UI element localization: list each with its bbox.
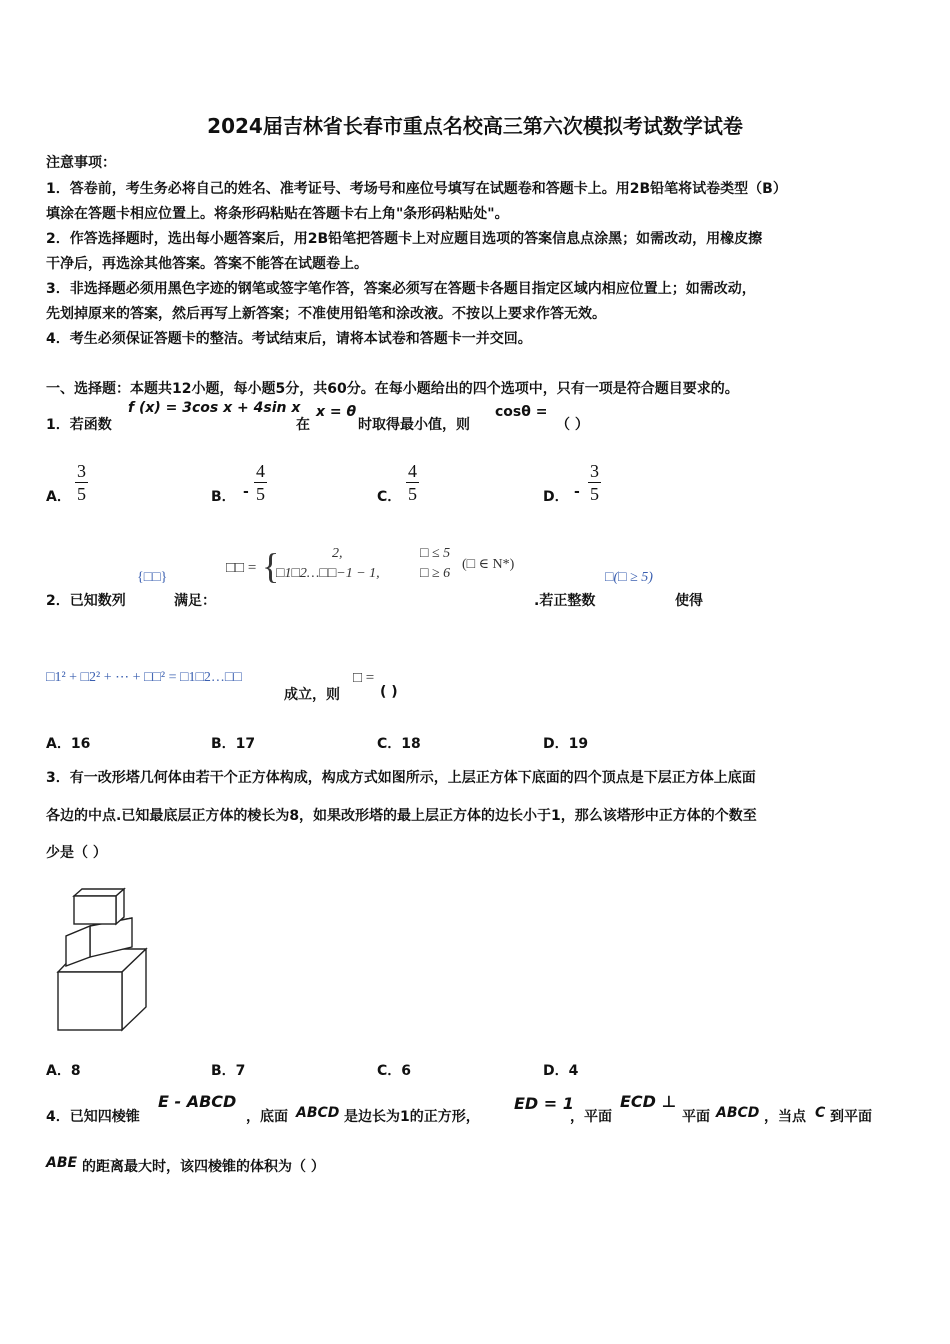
left-brace: { xyxy=(262,546,280,586)
fraction-numerator: 4 xyxy=(256,461,265,481)
q2-def-lhs: □□ = xyxy=(226,560,257,576)
q2-mid3: 使得 xyxy=(675,593,703,609)
fraction-denominator: 5 xyxy=(590,484,599,504)
fraction-denominator: 5 xyxy=(408,484,417,504)
q3-line: 各边的中点.已知最底层正方体的棱长为8，如果改形塔的最上层正方体的边长小于1，那么该塔形中正方体的个数至 xyxy=(46,808,757,824)
fraction-numerator: 3 xyxy=(77,461,86,481)
q1-ask: cosθ = xyxy=(495,404,548,420)
q3-line: 少是（ ） xyxy=(46,845,107,861)
q1-option-b-label[interactable]: B． xyxy=(211,489,236,505)
tower-figure xyxy=(50,884,160,1034)
q2-option-d[interactable]: D．19 xyxy=(543,736,589,752)
q4-point-c: C xyxy=(815,1105,826,1121)
q2-case2-condition: □ ≥ 6 xyxy=(420,566,451,581)
q2-case1-condition: □ ≤ 5 xyxy=(420,546,451,561)
q2-m-condition: □(□ ≥ 5) xyxy=(605,570,653,585)
q4-plane-abe: ABE xyxy=(46,1155,78,1171)
q4-line2: 的距离最大时，该四棱锥的体积为（ ） xyxy=(82,1159,325,1175)
notice-line: 先划掉原来的答案，然后再写上新答案；不准使用铅笔和涂改液。不按以上要求作答无效。 xyxy=(46,306,606,322)
q1-mid1: 在 xyxy=(296,417,310,433)
notice-line: 3．非选择题必须用黑色字迹的钢笔或签字笔作答，答案必须写在答题卡各题目指定区域内相应位置上；如需改动， xyxy=(46,281,756,297)
q2-tail: ( ) xyxy=(380,684,398,700)
q4-mid1: ，底面 xyxy=(246,1109,288,1125)
q4-base2: ABCD xyxy=(716,1105,760,1121)
page-title: 2024届吉林省长春市重点名校高三第六次模拟考试数学试卷 xyxy=(207,114,743,138)
q2-option-c[interactable]: C．18 xyxy=(377,736,421,752)
q1-option-c-fraction xyxy=(406,460,419,505)
q1-option-b-sign: - xyxy=(243,484,249,500)
q1-option-d-sign: - xyxy=(574,484,580,500)
q2-domain: (□ ∈ N*) xyxy=(462,557,515,572)
q2-option-b[interactable]: B．17 xyxy=(211,736,256,752)
q4-mid3: ，平面 xyxy=(570,1109,612,1125)
notice-line: 填涂在答题卡相应位置上。将条形码粘贴在答题卡右上角"条形码粘贴处"。 xyxy=(46,206,509,222)
q1-prefix: 1．若函数 xyxy=(46,417,112,433)
q4-mid6: 到平面 xyxy=(830,1109,872,1125)
q2-case1-value: 2, xyxy=(332,546,343,561)
q1-option-d-fraction xyxy=(588,460,601,505)
fraction-numerator: 3 xyxy=(590,461,599,481)
notice-line: 1．答卷前，考生务必将自己的姓名、准考证号、考场号和座位号填写在试题卷和答题卡上。用2B铅笔将试卷类型（B） xyxy=(46,181,787,197)
q2-ask: □ = xyxy=(353,670,375,686)
q3-option-d[interactable]: D．4 xyxy=(543,1063,579,1079)
q1-option-a-label[interactable]: A． xyxy=(46,489,71,505)
q1-option-c-label[interactable]: C． xyxy=(377,489,402,505)
q4-ed: ED = 1 xyxy=(514,1094,574,1113)
q2-option-a[interactable]: A．16 xyxy=(46,736,91,752)
q4-mid5: ，当点 xyxy=(764,1109,806,1125)
q1-tail: （ ） xyxy=(556,417,589,433)
q1-option-b-fraction xyxy=(254,460,267,505)
q1-mid2: 时取得最小值，则 xyxy=(358,417,470,433)
q4-plane: ECD ⊥ xyxy=(620,1092,677,1111)
q1-option-a-fraction xyxy=(75,460,88,505)
q3-option-b[interactable]: B．7 xyxy=(211,1063,246,1079)
q4-mid2: 是边长为1的正方形， xyxy=(344,1109,480,1125)
notice-heading: 注意事项： xyxy=(46,155,116,171)
q4-base: ABCD xyxy=(296,1105,340,1121)
q2-prefix: 2．已知数列 xyxy=(46,593,126,609)
q2-equation: □1² + □2² + ⋯ + □□² = □1□2…□□ xyxy=(46,670,242,685)
fraction-numerator: 4 xyxy=(408,461,417,481)
q3-line: 3．有一改形塔几何体由若干个正方体构成，构成方式如图所示，上层正方体下底面的四个顶点是下层正方体上底面 xyxy=(46,770,756,786)
q3-option-c[interactable]: C．6 xyxy=(377,1063,412,1079)
notice-line: 干净后，再选涂其他答案。答案不能答在试题卷上。 xyxy=(46,256,368,272)
notice-line: 4．考生必须保证答题卡的整洁。考试结束后，请将本试卷和答题卡一并交回。 xyxy=(46,331,532,347)
q3-option-a[interactable]: A．8 xyxy=(46,1063,81,1079)
q2-mid1: 满足： xyxy=(174,593,216,609)
q2-case2-value: □1□2…□□−1 − 1, xyxy=(276,566,380,581)
q4-prefix: 4．已知四棱锥 xyxy=(46,1109,140,1125)
fraction-denominator: 5 xyxy=(256,484,265,504)
q1-condition: x = θ xyxy=(316,404,357,420)
q2-mid2: .若正整数 xyxy=(534,593,596,609)
q2-mid4: 成立，则 xyxy=(284,687,340,703)
notice-line: 2．作答选择题时，选出每小题答案后，用2B铅笔把答题卡上对应题目选项的答案信息点涂黑；如需改动，用橡皮擦 xyxy=(46,231,763,247)
q4-solid: E - ABCD xyxy=(158,1092,237,1111)
q1-formula: f (x) = 3cos x + 4sin x xyxy=(128,400,301,416)
section-heading: 一、选择题：本题共12小题，每小题5分，共60分。在每小题给出的四个选项中，只有一项是符合题目要求的。 xyxy=(46,381,739,397)
q1-option-d-label[interactable]: D． xyxy=(543,489,569,505)
fraction-denominator: 5 xyxy=(77,484,86,504)
q2-sequence: {□□} xyxy=(137,570,168,585)
q4-mid4: 平面 xyxy=(682,1109,710,1125)
